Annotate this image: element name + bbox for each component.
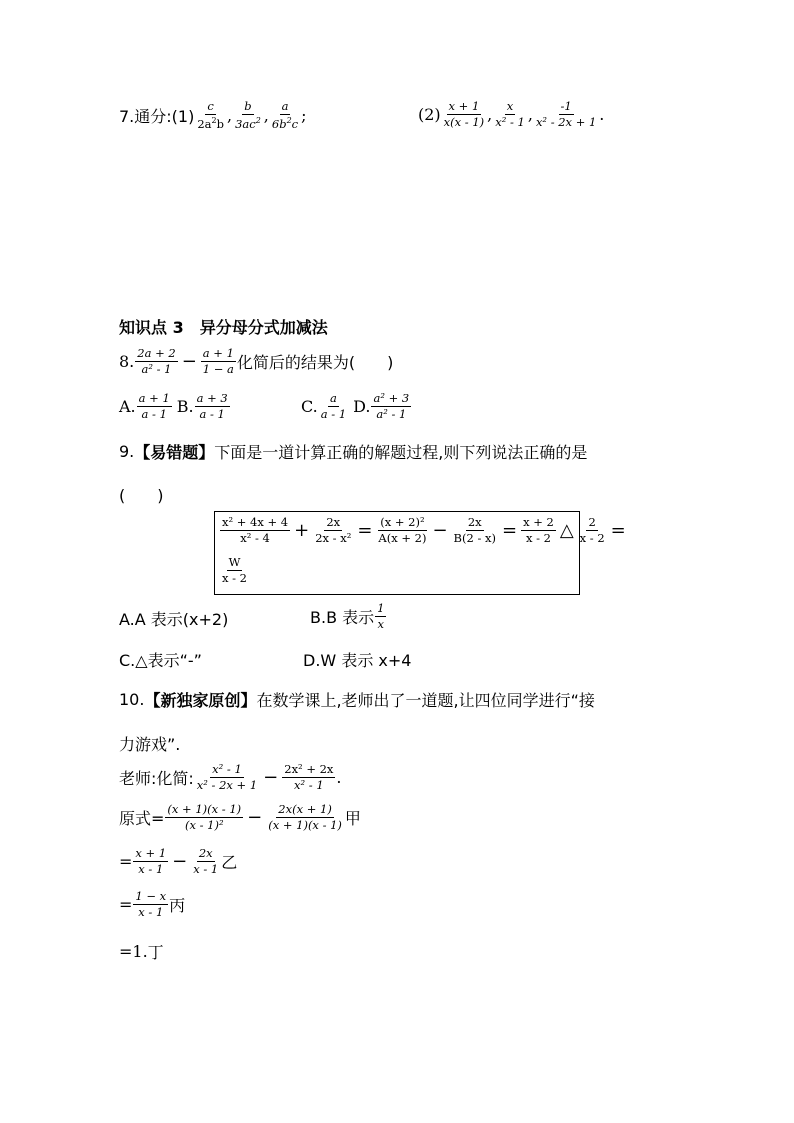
- q10-stem-2: 力游戏”.: [119, 735, 181, 754]
- q7-2-frac-2: $\frac{x}{\text{x² - 1}}$: [495, 99, 525, 130]
- q10-student-bing: 丙: [169, 896, 186, 916]
- q9-frac-5: $\frac{x + 2}{x - 2}$: [523, 515, 554, 546]
- q10-student-ding: 丁: [147, 943, 164, 962]
- q8-stem-tail: 化简后的结果为( ): [236, 353, 394, 373]
- q9-solution-line-2: [219, 556, 250, 585]
- q8-frac-2: $\frac{a + 1}{1 - a}$: [202, 346, 234, 377]
- q7-2-frac-1: $\frac{x + 1}{x(x - 1)}$: [443, 99, 485, 130]
- q8-option-a: $\frac{a + 1}{a - 1}$: [138, 391, 170, 422]
- q10-teacher-line: 老师:化简: $\frac{\text{x² - 1}}{\text{x² - 2x + 1}}$ − $\frac{\text{2x² + 2x}}{\text{x² - 1}}$ .: [119, 762, 342, 793]
- q9-stem: 下面是一道计算正确的解题过程,则下列说法正确的是: [214, 443, 588, 462]
- q8-option-a-label: A.: [119, 397, 136, 417]
- q9-frac-1: $\frac{\text{x² + 4x + 4}}{\text{x² - 4}}$: [222, 515, 289, 546]
- q7-frac-2: $\frac{b}{3ac^2}$: [235, 99, 261, 132]
- q8-frac-1: $\frac{2a + 2}{\text{a² - 1}}$: [137, 346, 176, 377]
- q10-stem-1: 在数学课上,老师出了一道题,让四位同学进行“接: [256, 691, 595, 710]
- q10-step3-frac: $\frac{1 - x}{x - 1}$: [135, 889, 167, 920]
- q8-option-c: $\frac{a}{a - 1}$: [320, 391, 347, 422]
- q10-student-yi: 乙: [221, 853, 238, 873]
- q10-step-bing: = $\frac{1 - x}{x - 1}$ 丙: [119, 889, 186, 920]
- question-9: [119, 440, 587, 463]
- q10-step1-frac-1: $\frac{(x + 1)(x - 1)}{\text{(x - 1)²}}$: [167, 802, 242, 833]
- q7-2-frac-3: $\frac{-1}{\text{x² - 2x + 1}}$: [535, 99, 597, 130]
- q7-label-2: (2): [418, 105, 441, 125]
- q9-solution-line-1: $\frac{\text{x² + 4x + 4}}{\text{x² - 4}}$ + $\frac{2x}{\text{2x - x²}}$ = $\frac{\text{(x + 2)²}}{A(x + 2)}$ − $\frac{2x}{B(2 - x)}$ = $\frac{x + 2}{x - 2}$ △ $\frac{2}{x - 2}$ =: [222, 515, 626, 546]
- q9-option-c: C.△表示“-”: [119, 651, 202, 670]
- q9-option-b: B.B 表示 $\frac{1}{x}$: [310, 601, 385, 632]
- q10-teacher-frac-2: $\frac{\text{2x² + 2x}}{\text{x² - 1}}$: [284, 762, 334, 793]
- q9-option-b-frac: $\frac{1}{x}$: [377, 601, 385, 632]
- q8-option-d: $\frac{\text{a² + 3}}{\text{a² - 1}}$: [373, 391, 410, 422]
- question-8: 8. $\frac{2a + 2}{\text{a² - 1}}$ − $\frac{a + 1}{1 - a}$ 化简后的结果为( ): [119, 346, 394, 377]
- q10-teacher-label: 老师:化简:: [119, 769, 194, 789]
- q10-step-yi: = $\frac{x + 1}{x - 1}$ − $\frac{2x}{x - 1}$ 乙: [119, 846, 238, 877]
- q7-label: 7.通分:(1): [119, 107, 195, 127]
- q10-tag: 【新独家原创】: [144, 691, 257, 710]
- q10-student-jia: 甲: [344, 809, 361, 829]
- q9-frac-2: $\frac{2x}{\text{2x - x²}}$: [315, 515, 352, 546]
- q9-option-a: A.A 表示(x+2): [119, 610, 229, 629]
- q9-tag: 【易错题】: [134, 443, 215, 462]
- q10-teacher-frac-1: $\frac{\text{x² - 1}}{\text{x² - 2x + 1}}$: [196, 762, 258, 793]
- q10-label: 10.: [119, 690, 145, 709]
- q9-label: 9.: [119, 442, 135, 461]
- q8-option-c-label: C.: [301, 397, 318, 417]
- q8-option-b-label: B.: [176, 397, 194, 417]
- q10-step1-frac-2: $\frac{2x(x + 1)}{(x + 1)(x - 1)}$: [268, 802, 342, 833]
- q8-options-cd: [301, 392, 412, 421]
- q7-frac-3: $\frac{a}{6b^2c}$: [271, 99, 299, 132]
- q8-label: 8.: [119, 352, 135, 372]
- q9-frac-3: $\frac{\text{(x + 2)²}}{A(x + 2)}$: [378, 515, 427, 546]
- q9-frac-4: $\frac{2x}{B(2 - x)}$: [453, 515, 496, 546]
- question-7-part2: (2) $\frac{x + 1}{x(x - 1)}$ , $\frac{x}{\text{x² - 1}}$ , $\frac{-1}{\text{x² - 2x + 1}}$ .: [418, 99, 605, 130]
- q9-answer-paren: ( ): [119, 486, 164, 505]
- q8-option-b: $\frac{a + 3}{a - 1}$: [196, 391, 228, 422]
- q8-option-d-label: D.: [353, 397, 371, 417]
- q9-option-d: D.W 表示 x+4: [303, 651, 412, 670]
- q10-step-ding: =1. 丁: [119, 942, 164, 962]
- question-10: [119, 688, 595, 711]
- q7-frac-1: $\frac{c}{2a^2b}$: [197, 99, 224, 132]
- q9-frac-6: $\frac{2}{x - 2}$: [579, 515, 605, 546]
- q10-step2-frac-2: $\frac{2x}{x - 1}$: [193, 846, 219, 877]
- q8-options-ab: [119, 392, 231, 421]
- q9-triangle: △: [559, 520, 574, 542]
- q10-step2-frac-1: $\frac{x + 1}{x - 1}$: [135, 846, 167, 877]
- q9-frac-7: $\frac{W}{x - 2}$: [222, 555, 247, 586]
- section-heading-3: 知识点 3 异分母分式加减法: [119, 318, 328, 337]
- question-7-part1: 7.通分:(1) $\frac{c}{2a^2b}$ , $\frac{b}{3ac^2}$ , $\frac{a}{6b^2c}$ ;: [119, 99, 307, 132]
- q10-step-jia: 原式= $\frac{(x + 1)(x - 1)}{\text{(x - 1)²}}$ − $\frac{2x(x + 1)}{(x + 1)(x - 1)}$ 甲: [119, 802, 361, 833]
